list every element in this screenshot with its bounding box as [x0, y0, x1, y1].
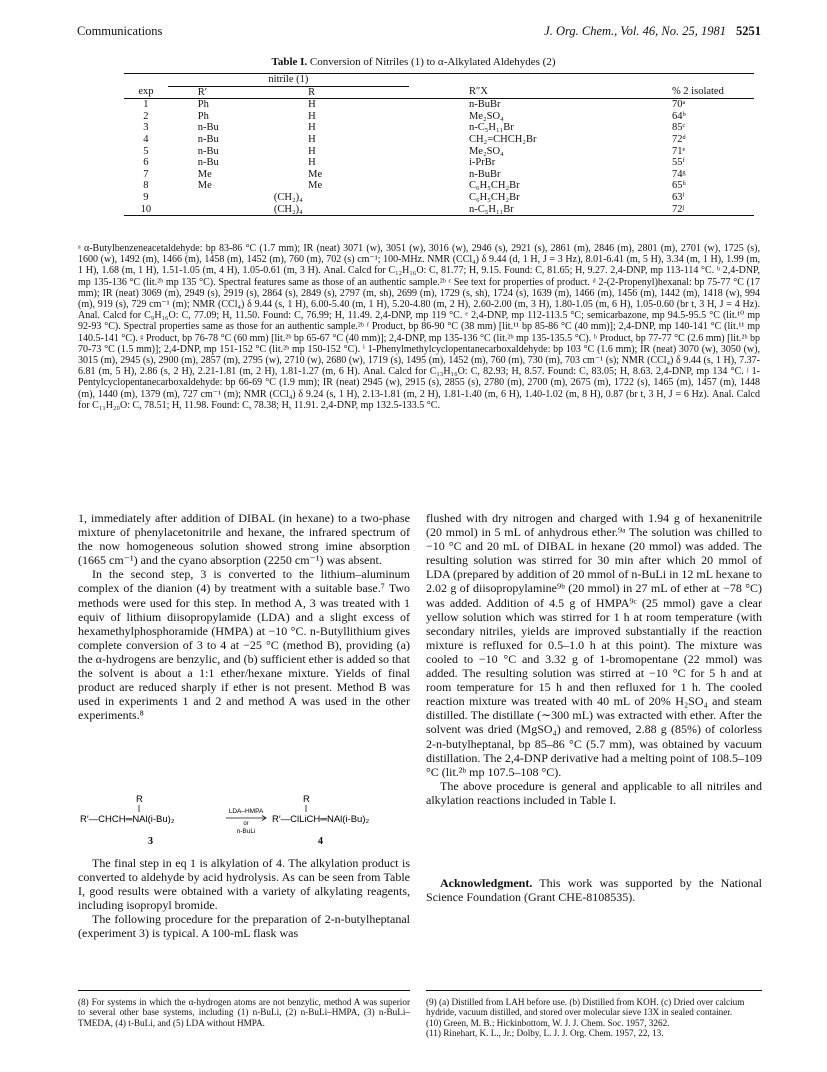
table-row: [124, 180, 754, 192]
table-row: [124, 134, 754, 146]
cell-exp: 6: [143, 157, 149, 169]
scheme-r-right: R: [303, 794, 310, 805]
cell-r: H: [308, 122, 316, 134]
cell-yield: 55ᶠ: [671, 157, 685, 169]
cell-rx: C₆H₅CH₂Br: [468, 191, 520, 203]
cell-yield: 85ᶜ: [671, 122, 686, 134]
cell-rx: i-PrBr: [468, 157, 496, 169]
cell-r: Me: [308, 180, 323, 192]
journal-citation: J. Org. Chem., Vol. 46, No. 25, 1981: [544, 24, 726, 38]
cell-yield: 72ᵈ: [671, 133, 686, 145]
paragraph: 1, immediately after addition of DIBAL (in hexane) to a two-phase mixture of phenylacetonitrile and hexane, the infrared spectrum of the now homogeneous solution showed strong imine absorption (1665 cm⁻¹) and the cyano absorption (2250 cm⁻¹) was absent.: [78, 511, 410, 568]
col-header-rx: R″X: [468, 86, 488, 98]
table-body: [124, 99, 754, 216]
table-row: [124, 99, 754, 111]
table-row: [124, 192, 754, 204]
cell-r-prime: Me: [197, 168, 212, 180]
acknowledgment: [426, 876, 762, 904]
cell-r-prime: n-Bu: [197, 133, 219, 145]
footnote-divider: [426, 990, 762, 991]
paragraph: flushed with dry nitrogen and charged with 1.94 g of hexanenitrile (20 mmol) in 5 mL of anhydrous ether.⁹ᵃ The solution was chilled to −10 °C and 20 mL of DIBAL in hexane (20 mmol) was added. The resulting solution was stirred for 30 min after which 20 mmol of LDA (prepared by addition of 20 mmol of n-BuLi in 12 mL hexane to 2.02 g of diisopropylamine⁹ᵇ (20 mmol) in 27 mL of ether at −78 °C) was added. Addition of 4.5 g of HMPA⁹ᶜ (25 mmol) gave a clear yellow solution which was stirred for 1 h at room temperature (with secondary nitriles, yields are improved substantially if the reaction mixture is refluxed for 0.5–1.0 h at this point). The mixture was cooled to −10 °C and 3.32 g of 1-bromopentane (22 mmol) was added. The resulting solution was stirred at −10 °C for 5 h and at room temperature for 15 h and then refluxed for 1 h. The cooled reaction mixture was treated with 40 mL of 20% H₂SO₄ and steam distilled. The distillate (∼300 mL) was extracted with ether. After the solvent was dried (MgSO₄) and removed, 2.88 g (85%) of colorless 2-n-butylheptanal, bp 85–86 °C (5.7 mm), was obtained by vacuum distillation. The 2,4-DNP derivative had a melting point of 108.5–109 °C (lit.²ᵇ mp 107.5–108 °C).: [426, 511, 762, 779]
cell-yield: 72ʲ: [671, 203, 685, 215]
table-row: [124, 169, 754, 181]
left-column-bottom: [78, 856, 410, 941]
paragraph: The final step in eq 1 is alkylation of 4. The alkylation product is converted to aldehyde by acid hydrolysis. As can be seen from Table I, good results were obtained with a variety of alkylating reagents, including isopropyl bromide.: [78, 856, 410, 913]
scheme-product: R′—ClLiCH═NAl(i-Bu)₂: [272, 814, 370, 825]
table-row: [124, 146, 754, 158]
footnote-divider: [78, 990, 410, 991]
cell-exp: 2: [143, 110, 149, 122]
cell-exp: 10: [140, 203, 152, 215]
cell-yield: 63ⁱ: [671, 191, 685, 203]
cell-rx: n-BuBr: [468, 168, 501, 180]
table-row: [124, 111, 754, 123]
arrow-reagent-top: LDA–HMPA: [228, 808, 264, 815]
cell-r-combined: (CH₂)₄: [273, 203, 303, 215]
cell-r: H: [308, 145, 316, 157]
cell-exp: 9: [143, 191, 149, 203]
cell-r: H: [308, 157, 316, 169]
cell-rx: n-BuBr: [468, 99, 501, 111]
cell-rx: CH₂=CHCH₂Br: [468, 133, 537, 145]
cell-r-prime: n-Bu: [197, 145, 219, 157]
cell-rx: C₆H₅CH₂Br: [468, 180, 520, 192]
table-label: Table I.: [271, 56, 308, 68]
cell-yield: 71ᵉ: [671, 145, 686, 157]
cell-exp: 4: [143, 133, 149, 145]
compound-label-4: 4: [318, 836, 323, 847]
scheme-r-left: R: [136, 794, 143, 805]
cell-rx: Me₂SO₄: [468, 110, 504, 122]
arrow-reagent-mid: or: [243, 821, 249, 827]
cell-r: H: [308, 133, 316, 145]
cell-r-prime: n-Bu: [197, 157, 219, 169]
nitrile-table: [124, 73, 754, 216]
cell-exp: 3: [143, 122, 149, 134]
cell-rx: Me₂SO₄: [468, 145, 504, 157]
col-header-r: R: [308, 86, 316, 98]
paragraph: The above procedure is general and applicable to all nitriles and alkylation reactions included in Table I.: [426, 778, 762, 807]
cell-yield: 74ᵍ: [671, 168, 686, 180]
footnote-10: (10) Green, M. B.; Hickinbottom, W. J. J. Chem. Soc. 1957, 3262.: [426, 1017, 670, 1028]
table-row: [124, 204, 754, 216]
compound-label-3: 3: [148, 836, 153, 847]
cell-yield: 65ʰ: [671, 180, 686, 192]
acknowledgment-heading: Acknowledgment.: [440, 876, 533, 890]
cell-yield: 70ᵃ: [671, 99, 686, 111]
table-row: [124, 157, 754, 169]
col-header-r-prime: R′: [197, 86, 208, 98]
col-header-exp: exp: [138, 86, 154, 98]
right-column: [426, 511, 762, 807]
cell-r-prime: Ph: [197, 110, 209, 122]
table-footnotes: ᵃ α-Butylbenzeneacetaldehyde: bp 83-86 °C (1.7 mm); IR (neat) 3071 (w), 3051 (w), 3016 (w), 2946 (s), 2921 (s), 2861 (m), 2846 (m), 2801 (m), 2701 (w), 1725 (s), 1600 (w), 1492 (m), 1466 (m), 1458 (m), 1452 (m), 760 (m), 702 (s) cm⁻¹; 100-MHz. NMR (CCl₄) δ 9.44 (d, 1 H, J = 3 Hz), 8.01-6.41 (m, 5 H), 3.34 (m, 1 H), 1.99 (m, 1 H), 1.68 (m, 1 H), 1.51-1.05 (m, 4 H), 1.05-0.61 (m, 3 H). Anal. Calcd for C₁₂H₁₆O: C, 81.77; H, 9.15. Found: C, 81.65; H, 9.27. 2,4-DNP, mp 113-114 °C. ᵇ 2,4-DNP, mp 135-136 °C (lit.²ᵇ mp 135 °C). Spectral features same as those of an authentic sample.²ᵇ ᶜ See text for properties of product. ᵈ 2-(2-Propenyl)hexanal: bp 75-77 °C (17 mm); IR (neat) 3069 (m), 2949 (s), 2919 (s), 2864 (s), 2849 (s), 2797 (m, sh), 2699 (m), 1729 (s, sh), 1724 (s), 1639 (m), 1466 (m), 1456 (m), 1442 (m), 1418 (w), 994 (m), 919 (s), 729 cm⁻¹ (m); NMR (CCl₄) δ 9.44 (s, 1 H), 6.00-5.40 (m, 1 H), 5.20-4.80 (m, 2 H), 2.60-2.00 (m, 3 H), 1.80-1.05 (m, 6 H), 1.05-0.60 (br t, 3 H, J = 4 Hz). Anal. Calcd for C₉H₁₆O: C, 77.09; H, 11.50. Found: C, 76.99; H, 11.49. 2,4-DNP, mp 119 °C. ᵉ 2,4-DNP, mp 112-113.5 °C; semicarbazone, mp 94.5-95.5 °C (lit.¹⁰ mp 92-93 °C). Spectral properties same as those for an authentic sample.²ᵇ ᶠ Product, bp 86-90 °C (38 mm) [lit.¹¹ bp 85-86 °C (40 mm)]; 2,4-DNP, mp 140-141 °C (lit.¹¹ mp 140.5-141 °C). ᵍ Product, bp 76-78 °C (60 mm) [lit.²ᵇ bp 65-67 °C (40 mm)]; 2,4-DNP, mp 135-136 °C (lit.²ᵇ mp 135-135.5 °C). ʰ Product, bp 77-77 °C (2.6 mm) [lit.²ᵇ bp 70-73 °C (1.5 mm)]; 2,4-DNP, mp 151-152 °C (lit.²ᵇ mp 150-152 °C). ⁱ 1-Phenylmethylcyclopentanecarboxaldehyde: bp 103 °C (1.6 mm); IR (neat) 3070 (w), 3050 (w), 3015 (m), 2945 (s), 2900 (m), 2857 (m), 2795 (w), 2710 (w), 2680 (w), 1719 (s), 1495 (m), 1452 (m), 760 (m), 730 (m), 703 cm⁻¹ (s); NMR (CCl₄) δ 9.44 (s, 1 H), 7.37-6.81 (m, 5 H), 2.86 (s, 2 H), 2.21-1.81 (m, 2 H), 1.81-1.27 (m, 6 H). Anal. Calcd for C₁₃H₁₆O: C, 82.93; H, 8.57. Found: C, 83.05; H, 8.63. 2,4-DNP, mp 134 °C. ʲ 1-Pentylcyclopentanecarboxaldehyde: bp 66-69 °C (1.9 mm); IR (neat) 2945 (w), 2915 (s), 2855 (s), 2780 (m), 2700 (m), 2675 (m), 1722 (s), 1465 (m), 1457 (m), 1448 (m), 1440 (m), 1379 (m), 727 cm⁻¹ (m); NMR (CCl₄) δ 9.24 (s, 1 H), 2.13-1.81 (m, 2 H), 1.81-1.40 (m, 6 H), 1.40-1.02 (m, 8 H), 0.87 (br t, 3 H, J = 6 Hz). Anal. Calcd for C₁₁H₂₀O: C, 78.51; H, 11.98. Found: C, 78.38; H, 11.91. 2,4-DNP, mp 132.5-133.5 °C.: [78, 243, 760, 411]
cell-r: Me: [308, 168, 323, 180]
cell-exp: 1: [143, 99, 149, 111]
cell-rx: n-C₅H₁₁Br: [468, 122, 514, 134]
reaction-scheme: [78, 792, 410, 850]
footnote-11: (11) Rinehart, K. L., Jr.; Dolby, L. J. J. Org. Chem. 1957, 22, 13.: [426, 1028, 664, 1039]
col-header-yield: % 2 isolated: [671, 86, 724, 98]
cell-exp: 7: [143, 168, 149, 180]
cell-exp: 8: [143, 180, 149, 192]
cell-r-prime: Ph: [197, 99, 209, 111]
cell-yield: 64ᵇ: [671, 110, 686, 122]
cell-r-combined: (CH₂)₄: [273, 191, 303, 203]
footnote-9: (9) (a) Distilled from LAH before use. (b) Distilled from KOH. (c) Dried over calcium hydride, vacuum distilled, and stored over molecular sieve 13X in sealed container.: [426, 997, 745, 1018]
cell-exp: 5: [143, 145, 149, 157]
paragraph: In the second step, 3 is converted to the lithium–aluminum complex of the dianion (4) by treatment with a suitable base.⁷ Two methods were used for this step. In method A, 3 was treated with 1 equiv of lithium diisopropylamide (LDA) and a slight excess of hexamethylphosphoramide (HMPA) at −10 °C. n-Butyllithium gives complete conversion of 3 to 4 at −25 °C (method B), providing (a) the α-hydrogens are benzylic, and (b) sufficient ether is added so that the solvent is about a 1:1 ether/hexane mixture. Yields of final product are reduced sharply if ether is not present. Method B was used in experiments 1 and 2 and method A was used in the other experiments.⁸: [78, 567, 410, 723]
scheme-reactant: R′—CHCH═NAl(i-Bu)₂: [80, 814, 175, 825]
table-row: [124, 122, 754, 134]
footnotes-right: [426, 997, 762, 1039]
page-number: 5251: [736, 24, 761, 38]
left-column-top: [78, 511, 410, 722]
journal-header: [544, 24, 761, 39]
cell-rx: n-C₅H₁₁Br: [468, 203, 514, 215]
cell-r: H: [308, 99, 316, 111]
acknowledgment-text: This work was supported by the National Science Foundation (Grant CHE-8108535).: [426, 876, 762, 905]
cell-r-prime: Me: [197, 180, 212, 192]
paragraph: The following procedure for the preparation of 2-n-butylheptanal (experiment 3) is typical. A 100-mL flask was: [78, 912, 410, 941]
cell-r: H: [308, 110, 316, 122]
arrow-reagent-bottom: n-BuLi: [236, 828, 256, 835]
group-header: nitrile (1): [168, 74, 409, 87]
table-title: [0, 56, 827, 68]
section-header: Communications: [77, 24, 163, 38]
table-caption: Conversion of Nitriles (1) to α-Alkylated Aldehydes (2): [309, 56, 556, 68]
footnote-8: (8) For systems in which the α-hydrogen atoms are not benzylic, method A was superior to several other base systems, including (1) n-BuLi, (2) n-BuLi–HMPA, (3) n-BuLi–TMEDA, (4) t-BuLi, and (5) LDA without HMPA.: [78, 997, 410, 1028]
cell-r-prime: n-Bu: [197, 122, 219, 134]
